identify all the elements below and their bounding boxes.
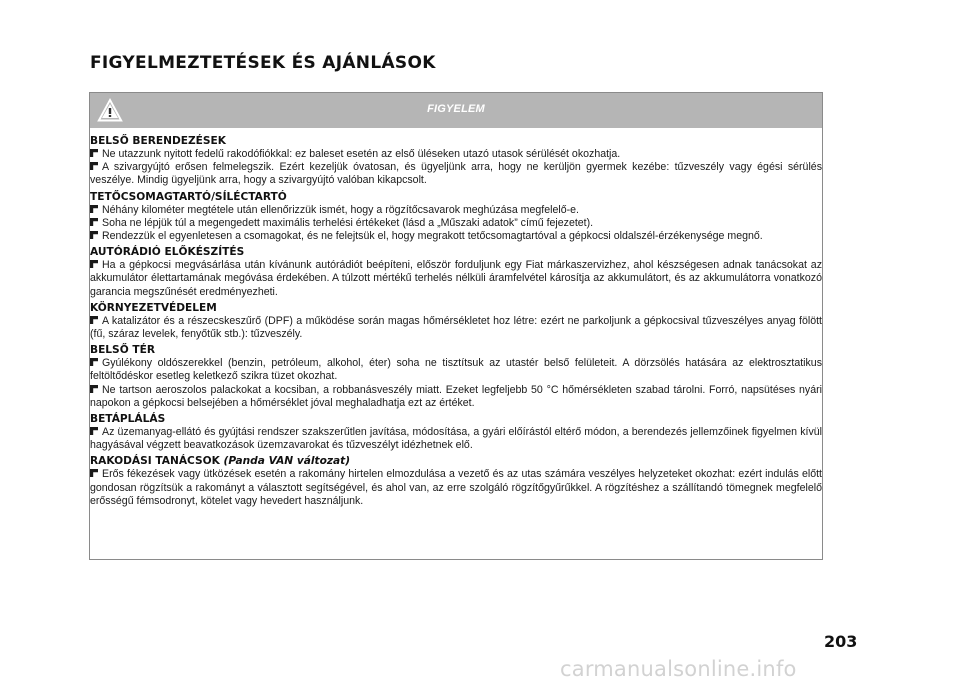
list-item — [90, 148, 822, 161]
section-heading — [90, 454, 822, 468]
bullet-icon — [90, 162, 98, 170]
warning-box — [89, 92, 823, 560]
page-number: 203 — [824, 632, 858, 651]
section-heading — [90, 245, 822, 259]
list-item — [90, 259, 822, 299]
bullet-icon — [90, 358, 98, 366]
warning-body — [90, 128, 822, 508]
bullet-icon — [90, 218, 98, 226]
section-heading-text: KÖRNYEZETVÉDELEM — [90, 301, 217, 314]
bullet-icon — [90, 149, 98, 157]
list-item-text: A szivargyújtó erősen felmelegszik. Ezért kezeljük óvatosan, és ügyeljünk arra, hogy ne kerüljön gyermek kezébe: tűzveszély vagy égési sérülés veszélye. Mindig ügyeljünk arra, hogy a szivargyújtó valóban kikapcsolt. — [90, 161, 822, 187]
section-heading-text: BELSŐ TÉR — [90, 344, 156, 357]
page-title: FIGYELMEZTETÉSEK ÉS AJÁNLÁSOK — [90, 53, 436, 73]
section-heading — [90, 134, 822, 148]
watermark: carmanualsonline.info — [560, 657, 797, 681]
list-item — [90, 384, 822, 410]
list-item — [90, 357, 822, 383]
list-item — [90, 315, 822, 341]
section-heading-text: AUTÓRÁDIÓ ELŐKÉSZÍTÉS — [90, 246, 245, 259]
section-heading — [90, 301, 822, 315]
section-subheading: (Panda VAN változat) — [223, 455, 351, 468]
bullet-icon — [90, 205, 98, 213]
list-item-text: Az üzemanyag-ellátó és gyújtási rendszer szakszerűtlen javítása, módosítása, a gyári előírástól eltérő módon, a berendezés jellemzőinek figyelmen kívül hagyásával végzett beavatkozások üzemzavarokat és tűzveszélyt idézhetnek elő. — [90, 426, 822, 452]
list-item-text: Ne tartson aeroszolos palackokat a kocsiban, a robbanásveszély miatt. Ezeket legfeljebb 50 °C hőmérsékleten szabad tárolni. Forró, napsütéses nyári napokon a gépkocsi belsejében a hőmérséklet jóval meghaladhatja ezt az értéket. — [90, 383, 822, 409]
list-item — [90, 230, 822, 243]
section-heading — [90, 412, 822, 426]
list-item — [90, 217, 822, 230]
list-item — [90, 161, 822, 187]
section-heading-text: RAKODÁSI TANÁCSOK — [90, 455, 220, 468]
list-item — [90, 204, 822, 217]
warning-header — [90, 93, 822, 128]
list-item — [90, 468, 822, 508]
bullet-icon — [90, 231, 98, 239]
list-item-text: Ne utazzunk nyitott fedelű rakodófiókkal: ez baleset esetén az első üléseken utazó utasok sérülését okozhatja. — [102, 148, 621, 160]
list-item-text: A katalizátor és a részecskeszűrő (DPF) a működése során magas hőmérsékletet hoz létre: ezért ne parkoljunk a gépkocsival tűzveszélyes anyag fölött (fű, száraz levelek, fenyőtűk stb.): tűzveszély. — [90, 314, 822, 341]
bullet-icon — [90, 316, 98, 324]
list-item — [90, 426, 822, 452]
bullet-icon — [90, 260, 98, 268]
list-item-text: Erős fékezések vagy ütközések esetén a rakomány hirtelen elmozdulása a vezető és az utas számára veszélyes helyzeteket okozhat: ezért indulás előtt gondosan rögzítsük a rakományt a választott segítségével, és ahol van, az erre szolgáló rögzítőgyűrűkkel. A rögzítéshez a szállítandó tömegnek megfelelő erősségű fémsodronyt, kötelet vagy hevedert használjunk. — [90, 468, 822, 507]
warning-title: FIGYELEM — [427, 103, 485, 115]
section-heading-text: BELSŐ BERENDEZÉSEK — [90, 135, 226, 147]
section-heading-text: BETÁPLÁLÁS — [90, 413, 166, 426]
bullet-icon — [90, 469, 98, 477]
list-item-text: Gyúlékony oldószerekkel (benzin, petróleum, alkohol, éter) soha ne tisztítsuk az utastér belső felületeit. A dörzsölés hatására az elektrosztatikus feltöltődéskor esetleg keletkező szikra tüzet okozhat. — [90, 357, 822, 383]
bullet-icon — [90, 385, 98, 393]
list-item-text: Ha a gépkocsi megvásárlása után kívánunk autórádiót beépíteni, először forduljunk egy Fiat márkaszervizhez, ahol készségesen adnak tanácsokat az akkumulátor élettartamának megóvása érdekében. A túlzott mértékű terhelés nélküli áramfelvétel károsítja az akkumulátort, és az akkumulátorra vonatkozó garancia megszűnését eredményezheti. — [90, 259, 822, 298]
section-heading — [90, 190, 822, 204]
section-heading — [90, 343, 822, 357]
list-item-text: Néhány kilométer megtétele után ellenőrizzük ismét, hogy a rögzítőcsavarok meghúzása megfelelő-e. — [102, 203, 579, 216]
bullet-icon — [90, 427, 98, 435]
list-item-text: Soha ne lépjük túl a megengedett maximális terhelési értékeket (lásd a „Műszaki adatok” című fejezetet). — [102, 216, 594, 229]
list-item-text: Rendezzük el egyenletesen a csomagokat, és ne felejtsük el, hogy megrakott tetőcsomagtartóval a gépkocsi oldalszél-érzékenysége megnő. — [102, 230, 763, 243]
section-heading-text: TETŐCSOMAGTARTÓ/SÍLÉCTARTÓ — [90, 190, 287, 203]
